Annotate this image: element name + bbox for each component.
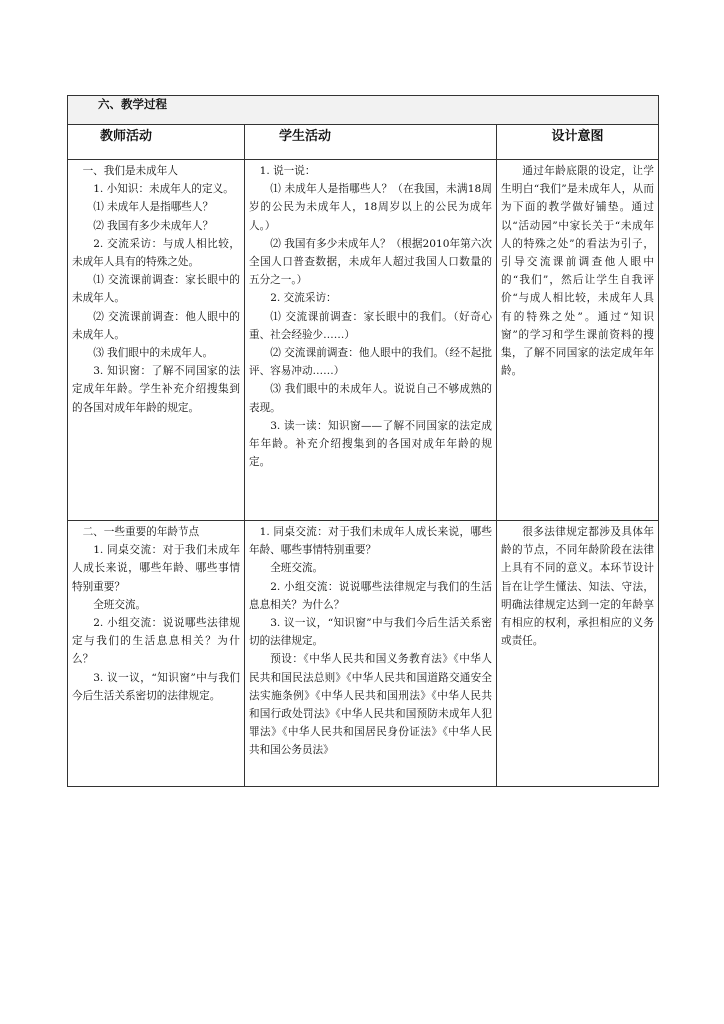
content-row-1: [68, 160, 659, 521]
cell-paragraph: ⑴ 交流课前调查：家长眼中的我们。（好奇心重、社会经验少……）: [249, 310, 492, 341]
header-design: 设计意图: [551, 129, 604, 144]
header-student-cell: [245, 125, 497, 160]
row2-teacher: [68, 521, 244, 707]
header-teacher-cell: [68, 125, 245, 160]
row2-design-cell: [497, 521, 659, 787]
cell-paragraph: ⑴ 未成年人是指哪些人？: [93, 201, 214, 214]
cell-paragraph: ⑵ 我国有多少未成年人？（根据2010年第六次全国人口普查数据，未成年人超过我国人口数量的五分之一。）: [249, 237, 492, 287]
cell-paragraph: 2. 交流采访：: [270, 292, 337, 305]
cell-paragraph: 1. 同桌交流：对于我们未成年人成长来说，哪些年龄、哪些事情特别重要？: [72, 544, 240, 593]
cell-paragraph: 2. 交流采访：与成人相比较，未成年人具有的特殊之处。: [72, 237, 240, 269]
cell-paragraph: ⑶ 我们眼中的未成年人。说说自己不够成熟的表现。: [249, 383, 492, 414]
section-title: 六、教学过程: [98, 97, 167, 111]
cell-paragraph: 3. 议一议，“知识窗”中与我们今后生活关系密切的法律规定。: [72, 671, 240, 702]
cell-paragraph: 3. 读一读：知识窗——了解不同国家的法定成年年龄。补充介绍搜集到的各国对成年年龄的规定。: [249, 419, 492, 469]
row1-student-cell: [245, 160, 497, 521]
cell-paragraph: 3. 知识窗：了解不同国家的法定成年年龄。学生补充介绍搜集到的各国对成年年龄的规定。: [72, 365, 240, 414]
row2-design: [497, 521, 658, 652]
header-design-cell: [497, 125, 659, 160]
cell-paragraph: 2. 小组交流：说说哪些法律规定与我们的生活息息相关？为什么？: [72, 617, 240, 666]
teaching-process-table: [67, 95, 659, 787]
row1-teacher-cell: [68, 160, 245, 521]
row1-student: [245, 160, 496, 473]
cell-paragraph: 全班交流。: [270, 562, 324, 575]
section-title-row: [68, 96, 659, 125]
cell-paragraph: 1. 同桌交流：对于我们未成年人成长来说，哪些年龄、哪些事情特别重要？: [249, 526, 492, 557]
cell-paragraph: ⑶ 我们眼中的未成年人。: [93, 347, 214, 360]
row1-design: [497, 160, 658, 382]
row1-design-cell: [497, 160, 659, 521]
header-row: [68, 125, 659, 160]
header-student: 学生活动: [279, 129, 332, 144]
cell-paragraph: 2. 小组交流：说说哪些法律规定与我们的生活息息相关？为什么？: [249, 580, 492, 611]
cell-paragraph: ⑴ 交流课前调查：家长眼中的未成年人。: [72, 274, 240, 305]
cell-paragraph: 1. 小知识：未成年人的定义。: [93, 183, 234, 196]
cell-paragraph: 3. 议一议，“知识窗”中与我们今后生活关系密切的法律规定。: [249, 617, 492, 648]
content-row-2: [68, 521, 659, 787]
cell-paragraph: 全班交流。: [93, 598, 147, 611]
cell-paragraph: ⑴ 未成年人是指哪些人？（在我国，未满18周岁的公民为未成年人，18周岁以上的公民为成年人。）: [249, 183, 492, 232]
cell-paragraph: ⑵ 交流课前调查：他人眼中的未成年人。: [72, 310, 240, 341]
cell-paragraph: ⑵ 交流课前调查：他人眼中的我们。（经不起批评、容易冲动……）: [249, 347, 492, 378]
cell-paragraph: 一、我们是未成年人: [82, 165, 178, 177]
cell-paragraph: 二、一些重要的年龄节点: [82, 526, 200, 538]
row2-teacher-cell: [68, 521, 245, 787]
section-title-cell: [68, 96, 659, 125]
cell-paragraph: 1. 说一说：: [259, 165, 316, 177]
row2-student-cell: [245, 521, 497, 787]
row1-teacher: [68, 160, 244, 419]
cell-paragraph: 预设：《中华人民共和国义务教育法》《中华人民共和国民法总则》《中华人民共和国道路交通安全法实施条例》《中华人民共和国刑法》《中华人民共和国行政处罚法》《中华人民共和国预防未成年人犯罪法》《中华人民共和国居民身份证法》《中华人民共和国公务员法》: [249, 653, 492, 757]
cell-paragraph: 通过年龄底限的设定，让学生明白“我们”是未成年人，从而为下面的教学做好铺垫。通过以“活动园”中家长关于“未成年人的特殊之处”的看法为引子，引导交流课前调查他人眼中的“我们”，然后让学生自我评价“与成人相比较，未成年人具有的特殊之处”。通过“知识窗”的学习和学生课前资料的搜集，了解不同国家的法定成年年龄。: [501, 165, 655, 378]
header-teacher: 教师活动: [100, 129, 153, 144]
row2-student: [245, 521, 496, 762]
cell-paragraph: 很多法律规定都涉及具体年龄的节点，不同年龄阶段在法律上具有不同的意义。本环节设计旨在让学生懂法、知法、守法，明确法律规定达到一定的年龄享有相应的权利，承担相应的义务或责任。: [501, 526, 655, 648]
cell-paragraph: ⑵ 我国有多少未成年人？: [93, 219, 214, 232]
